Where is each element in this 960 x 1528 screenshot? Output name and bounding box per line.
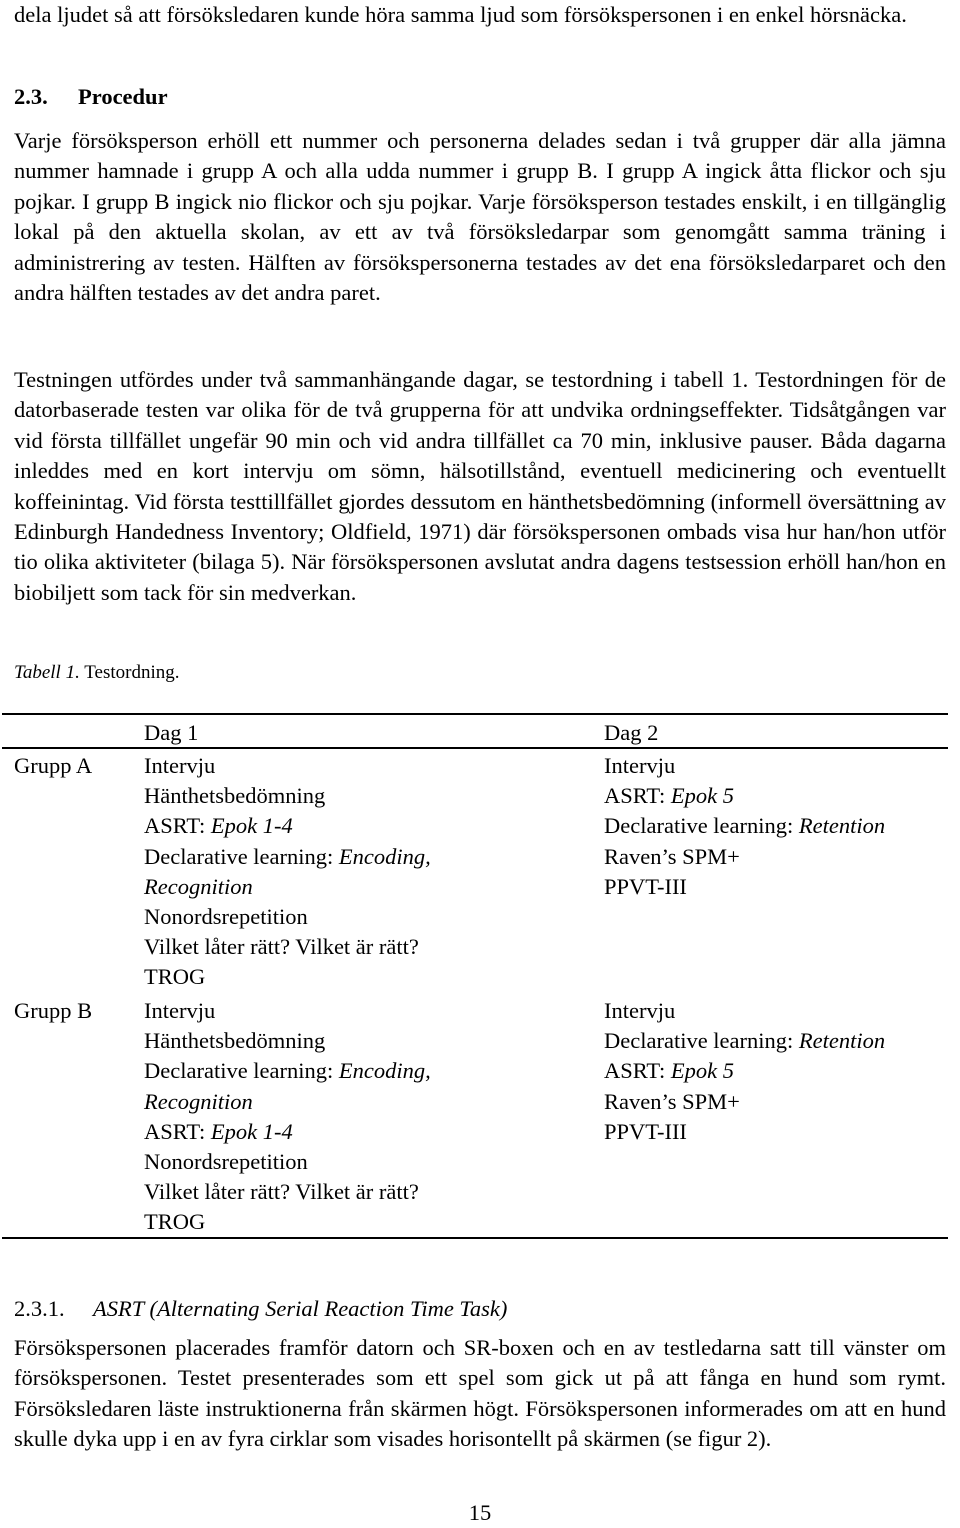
intro-paragraph: dela ljudet så att försöksledaren kunde höra samma ljud som försökspersonen i en enkel hörsnäcka. xyxy=(14,2,907,27)
table-entry xyxy=(604,751,675,781)
page-number: 15 xyxy=(468,1500,492,1525)
subsection-number: 2.3.1. xyxy=(14,1296,65,1321)
table-entry-text: ASRT: xyxy=(144,813,211,839)
asrt-paragraph: Försökspersonen placerades framför datorn och SR-boxen och en av testledarna satt till vänster om försökspersonen. Testet presenterades som ett spel som gick ut på att fånga en hund som rymt. Försöksledaren läste instruktionerna från skärmen högt. Försökspersonen informerades om att en hund skulle dyka upp i en av fyra cirklar som visades horisontellt på skärmen (se figur 2). xyxy=(14,1335,946,1452)
table-entry-text: Vilket låter rätt? Vilket är rätt? xyxy=(144,934,419,960)
group-a-label: Grupp A xyxy=(14,753,93,778)
table-entry xyxy=(144,1056,431,1086)
table-entry xyxy=(604,781,734,811)
table-top-rule xyxy=(2,713,948,715)
table-entry-text: TROG xyxy=(144,1209,206,1235)
table-entry xyxy=(144,1177,419,1207)
table-entry-text: Nonordsrepetition xyxy=(144,1149,308,1174)
table-entry xyxy=(604,996,675,1026)
table-entry-text: PPVT-III xyxy=(604,873,687,899)
table-bottom-rule xyxy=(2,1237,948,1239)
table-entry-text: Nonordsrepetition xyxy=(144,904,308,929)
subsection-title: ASRT (Alternating Serial Reaction Time Task) xyxy=(93,1296,508,1321)
table-entry xyxy=(604,1026,885,1056)
table-entry xyxy=(144,1207,205,1237)
table-entry-text: Vilket låter rätt? Vilket är rätt? xyxy=(144,1179,419,1205)
table-entry-italic: Encoding, xyxy=(338,1058,431,1084)
table-entry xyxy=(604,811,885,841)
table-entry-text: Intervju xyxy=(144,998,216,1023)
table-entry-text: Intervju xyxy=(604,998,676,1023)
table-entry xyxy=(604,1056,734,1086)
table-entry-text: Intervju xyxy=(144,753,216,778)
group-b-label: Grupp B xyxy=(14,998,93,1023)
table-entry xyxy=(144,962,205,992)
table-header-rule xyxy=(2,747,948,749)
table-entry xyxy=(144,1026,325,1056)
table-entry-text: PPVT-III xyxy=(604,1118,687,1144)
table-entry-italic: Recognition xyxy=(144,1088,253,1114)
header-day1: Dag 1 xyxy=(144,720,199,745)
table-entry-text: Raven’s SPM+ xyxy=(604,1088,740,1114)
table-entry-text: Declarative learning: xyxy=(144,1058,339,1084)
table-entry-text: Hänthetsbedömning xyxy=(144,1028,326,1054)
section-title: Procedur xyxy=(78,84,168,109)
table-entry-text: ASRT: xyxy=(604,783,671,809)
table-entry xyxy=(604,842,740,872)
table-entry-italic: Retention xyxy=(798,1028,886,1054)
table-entry-italic: Epok 1-4 xyxy=(210,1118,293,1144)
table-entry xyxy=(144,751,215,781)
subsection-heading xyxy=(14,1296,507,1322)
table-entry-italic: Encoding, xyxy=(338,843,431,869)
table-entry xyxy=(144,932,419,962)
table-entry-text: TROG xyxy=(144,964,206,990)
table-entry-italic: Epok 5 xyxy=(670,1058,735,1084)
table-entry xyxy=(604,1117,687,1147)
header-day2: Dag 2 xyxy=(604,720,659,745)
table-caption-label: Tabell 1. xyxy=(14,662,80,683)
table-entry xyxy=(144,1087,253,1117)
table-entry xyxy=(144,781,325,811)
table-entry-italic: Epok 5 xyxy=(670,783,735,809)
table-entry xyxy=(144,996,215,1026)
table-entry-text: Hänthetsbedömning xyxy=(144,783,326,809)
table-caption xyxy=(14,662,180,684)
table-entry-text: Declarative learning: xyxy=(604,813,799,839)
table-entry xyxy=(144,872,253,902)
table-entry-text: Declarative learning: xyxy=(604,1028,799,1054)
table-entry xyxy=(144,1147,308,1177)
table-entry-text: Raven’s SPM+ xyxy=(604,843,740,869)
table-entry-text: Intervju xyxy=(604,753,676,778)
table-entry-italic: Epok 1-4 xyxy=(210,813,293,839)
table-entry xyxy=(144,902,308,932)
section-number: 2.3. xyxy=(14,84,48,109)
table-entry-text: Declarative learning: xyxy=(144,843,339,869)
table-entry-text: ASRT: xyxy=(144,1118,211,1144)
procedure-paragraph-1: Varje försöksperson erhöll ett nummer och personerna delades sedan i två grupper där alla jämna nummer hamnade i grupp A och alla udda nummer i grupp B. I grupp A ingick åtta flickor och sju pojkar. I grupp B ingick nio flickor och sju pojkar. Varje försöksperson testades enskilt, i en tillgänglig lokal på den aktuella skolan, av ett av två försöksledarpar som genomgått samma träning i administrering av testen. Hälften av försökspersonerna testades av det ena försöksledarparet och den andra hälften testades av det andra paret. xyxy=(14,128,946,306)
table-caption-text: Testordning. xyxy=(84,662,180,683)
section-heading xyxy=(14,84,168,110)
table-entry-italic: Retention xyxy=(798,813,886,839)
table-entry-text: ASRT: xyxy=(604,1058,671,1084)
table-entry xyxy=(144,842,431,872)
table-entry xyxy=(604,1087,740,1117)
table-entry xyxy=(144,811,293,841)
table-entry xyxy=(144,1117,293,1147)
procedure-paragraph-2: Testningen utfördes under två sammanhängande dagar, se testordning i tabell 1. Testordningen för de datorbaserade testen var olika för de två grupperna för att undvika ordningseffekter. Tidsåtgången var vid första tillfället ungefär 90 min och vid andra tillfället ca 70 min, inklusive pauser. Båda dagarna inleddes med en kort intervju om sömn, hälsotillstånd, eventuell medicinering och eventuellt koffeinintag. Vid första testtillfället gjordes dessutom en hänthetsbedömning (informell översättning av Edinburgh Handedness Inventory; Oldfield, 1971) där försökspersonen ombads visa hur han/hon utför tio olika aktiviteter (bilaga 5). När försökspersonen avslutat andra dagens testsession erhöll han/hon en biobiljett som tack för sin medverkan. xyxy=(14,367,946,605)
table-entry xyxy=(604,872,687,902)
table-entry-italic: Recognition xyxy=(144,873,253,899)
